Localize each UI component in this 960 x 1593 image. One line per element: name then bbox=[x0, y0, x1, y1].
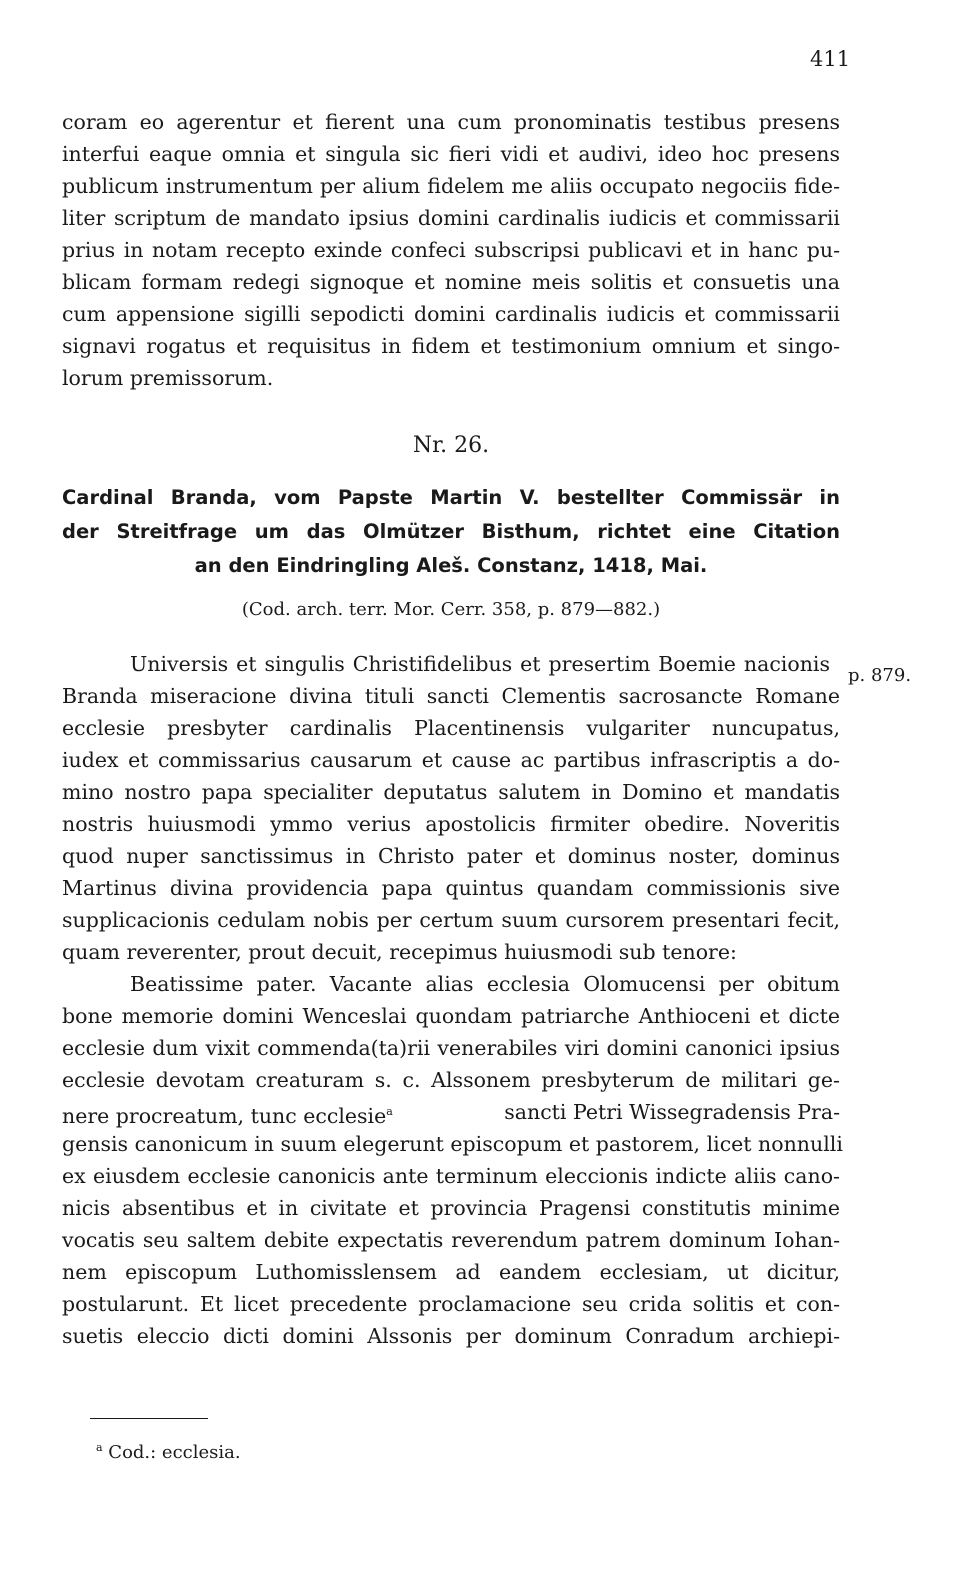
text-line: prius in notam recepto exinde confeci subscripsi publicavi et in hanc pu- bbox=[62, 238, 840, 262]
text-line: ecclesie presbyter cardinalis Placentinensis vulgariter nuncupatus, bbox=[62, 716, 840, 740]
text-line: bone memorie domini Wenceslai quondam patriarche Anthioceni et dicte bbox=[62, 1004, 840, 1028]
text-line: liter scriptum de mandato ipsius domini cardinalis iudicis et commissarii bbox=[62, 206, 840, 230]
page-number: 411 bbox=[810, 47, 851, 71]
text-line: quod nuper sanctissimus in Christo pater et dominus noster, dominus bbox=[62, 844, 840, 868]
summary-line: der Streitfrage um das Olmützer Bisthum, richtet eine Citation bbox=[62, 520, 840, 543]
text-line: lorum premissorum. bbox=[62, 366, 274, 390]
summary-line: Cardinal Branda, vom Papste Martin V. bestellter Commissär in bbox=[62, 486, 840, 509]
text-line: postularunt. Et licet precedente proclamacione seu crida solitis et con- bbox=[62, 1292, 840, 1316]
text-line: coram eo agerentur et fierent una cum pronominatis testibus presens bbox=[62, 110, 840, 134]
text-line: mino nostro papa specialiter deputatus salutem in Domino et mandatis bbox=[62, 780, 840, 804]
text-line: publicum instrumentum per alium fidelem me aliis occupato negociis fide- bbox=[62, 174, 840, 198]
text-line: nem episcopum Luthomisslensem ad eandem ecclesiam, ut dicitur, bbox=[62, 1260, 840, 1284]
text-line: quam reverenter, prout decuit, recepimus huiusmodi sub tenore: bbox=[62, 940, 737, 964]
source-citation: (Cod. arch. terr. Mor. Cerr. 358, p. 879—882.) bbox=[241, 599, 661, 620]
text-line: ecclesie devotam creaturam s. c. Alssonem presbyterum de militari ge- bbox=[62, 1068, 840, 1092]
text-line: suetis eleccio dicti domini Alssonis per dominum Conradum archiepi- bbox=[62, 1324, 840, 1348]
margin-page-reference: p. 879. bbox=[848, 665, 912, 686]
text-line: Branda miseracione divina tituli sancti Clementis sacrosancte Romane bbox=[62, 684, 840, 708]
footnote-text: Cod.: ecclesia. bbox=[108, 1442, 241, 1463]
text-line: nostris huiusmodi ymmo verius apostolicis firmiter obedire. Noveritis bbox=[62, 812, 840, 836]
text-line: blicam formam redegi signoque et nomine meis solitis et consuetis una bbox=[62, 270, 840, 294]
text-line: nicis absentibus et in civitate et provincia Pragensi constitutis minime bbox=[62, 1196, 840, 1220]
text-line: interfui eaque omnia et singula sic fieri vidi et audivi, ideo hoc presens bbox=[62, 142, 840, 166]
text-line: vocatis seu saltem debite expectatis reverendum patrem dominum Iohan- bbox=[62, 1228, 840, 1252]
text-line: ecclesie dum vixit commenda(ta)rii venerabiles viri domini canonici ipsius bbox=[62, 1036, 840, 1060]
text-line: Beatissime pater. Vacante alias ecclesia Olomucensi per obitum bbox=[130, 972, 840, 996]
summary-line: an den Eindringling Aleš. Constanz, 1418, Mai. bbox=[194, 554, 708, 577]
text-line: Universis et singulis Christifidelibus et presertim Boemie nacionis bbox=[130, 652, 830, 676]
text-line: Martinus divina providencia papa quintus quandam commissionis sive bbox=[62, 876, 840, 900]
text-fragment: sancti Petri Wissegradensis Pra- bbox=[504, 1100, 840, 1124]
text-line: supplicacionis cedulam nobis per certum suum cursorem presentari fecit, bbox=[62, 908, 840, 932]
text-line: iudex et commissarius causarum et cause ac partibus infrascriptis a do- bbox=[62, 748, 840, 772]
text-line: gensis canonicum in suum elegerunt episcopum et pastorem, licet nonnulli bbox=[62, 1132, 843, 1156]
text-fragment: nere procreatum, tunc ecclesie bbox=[62, 1103, 387, 1128]
footnote-reference: a bbox=[386, 1105, 393, 1118]
document-number-heading: Nr. 26. bbox=[412, 433, 490, 458]
text-line-with-footnote bbox=[62, 1096, 840, 1132]
text-line: signavi rogatus et requisitus in fidem et testimonium omnium et singo- bbox=[62, 334, 840, 358]
footnote bbox=[96, 1434, 241, 1467]
footnote-divider bbox=[90, 1418, 208, 1419]
footnote-mark: a bbox=[96, 1441, 103, 1454]
text-line: ex eiusdem ecclesie canonicis ante terminum eleccionis indicte aliis cano- bbox=[62, 1164, 840, 1188]
text-line: cum appensione sigilli sepodicti domini cardinalis iudicis et commissarii bbox=[62, 302, 840, 326]
